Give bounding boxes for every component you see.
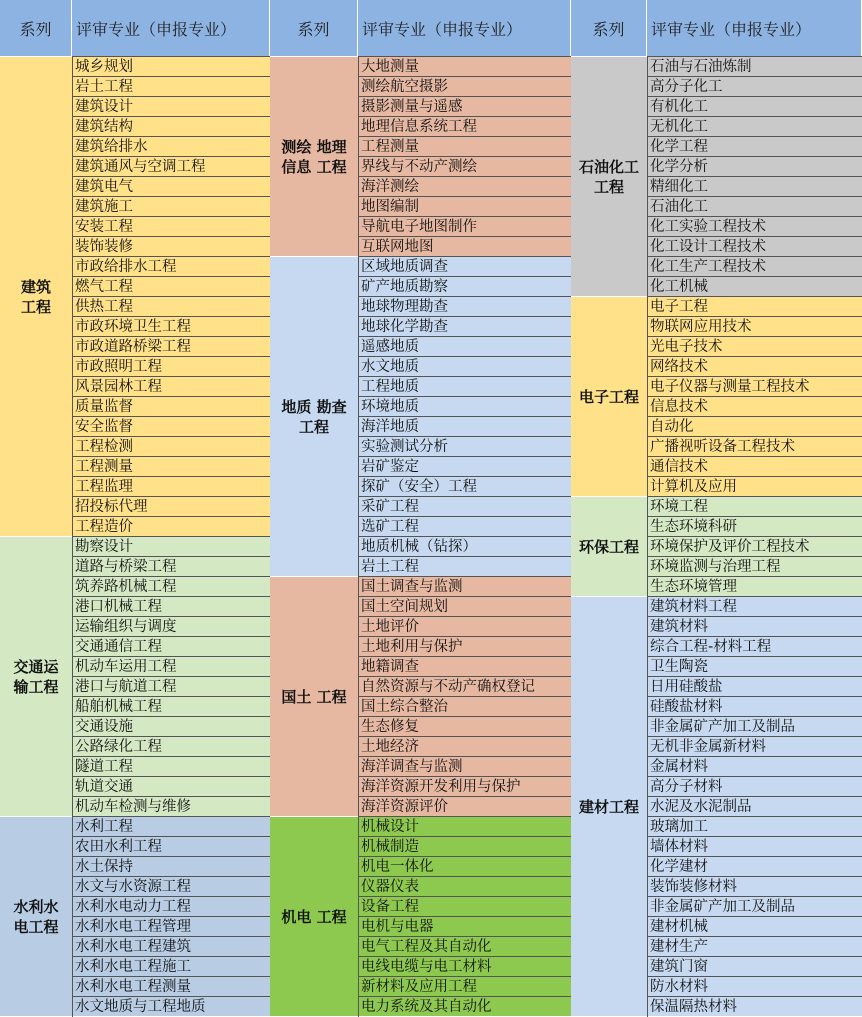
specialty-item: 市政道路桥梁工程 <box>72 336 270 356</box>
specialty-item: 自动化 <box>647 416 862 436</box>
series-group: 石油化工 工程 <box>571 56 647 296</box>
specialty-item: 玻璃加工 <box>647 816 862 836</box>
specialty-item: 装饰装修 <box>72 236 270 256</box>
header-specialty-1: 评审专业（申报专业） <box>72 0 270 56</box>
specialty-item: 工程检测 <box>72 436 270 456</box>
specialty-item: 工程造价 <box>72 516 270 536</box>
specialty-item: 轨道交通 <box>72 776 270 796</box>
specialty-item: 水利水电工程管理 <box>72 916 270 936</box>
series-group: 电子工程 <box>571 296 647 496</box>
specialty-item: 墙体材料 <box>647 836 862 856</box>
specialty-item: 水文地质 <box>358 356 571 376</box>
specialty-item: 国土空间规划 <box>358 596 571 616</box>
specialty-item: 港口与航道工程 <box>72 676 270 696</box>
specialty-item: 综合工程-材料工程 <box>647 636 862 656</box>
specialty-item: 水利工程 <box>72 816 270 836</box>
specialty-item: 生态环境科研 <box>647 516 862 536</box>
specialty-item: 海洋资源开发利用与保护 <box>358 776 571 796</box>
specialty-item: 地理信息系统工程 <box>358 116 571 136</box>
specialty-item: 探矿（安全）工程 <box>358 476 571 496</box>
specialty-item: 装饰装修材料 <box>647 876 862 896</box>
specialty-item: 水利水电工程建筑 <box>72 936 270 956</box>
specialty-item: 界线与不动产测绘 <box>358 156 571 176</box>
specialty-item: 区域地质调查 <box>358 256 571 276</box>
specialty-item: 自然资源与不动产确权登记 <box>358 676 571 696</box>
specialty-item: 物联网应用技术 <box>647 316 862 336</box>
specialty-item: 供热工程 <box>72 296 270 316</box>
specialty-item: 海洋测绘 <box>358 176 571 196</box>
specialty-item: 建筑电气 <box>72 176 270 196</box>
specialty-item: 建材机械 <box>647 916 862 936</box>
specialty-item: 运输组织与调度 <box>72 616 270 636</box>
specialty-item: 安全监督 <box>72 416 270 436</box>
specialty-item: 机械设计 <box>358 816 571 836</box>
column-divider <box>358 56 359 1017</box>
specialty-item: 化工实验工程技术 <box>647 216 862 236</box>
specialty-item: 通信技术 <box>647 456 862 476</box>
specialty-item: 网络技术 <box>647 356 862 376</box>
specialty-item: 地籍调查 <box>358 656 571 676</box>
series-group: 建筑 工程 <box>0 56 72 536</box>
specialty-item: 质量监督 <box>72 396 270 416</box>
series-group: 建材工程 <box>571 596 647 1016</box>
specialty-item: 信息技术 <box>647 396 862 416</box>
specialty-item: 化工机械 <box>647 276 862 296</box>
specialty-item: 城乡规划 <box>72 56 270 76</box>
specialty-item: 招投标代理 <box>72 496 270 516</box>
specialty-item: 土地经济 <box>358 736 571 756</box>
specialty-item: 地图编制 <box>358 196 571 216</box>
specialty-item: 环境监测与治理工程 <box>647 556 862 576</box>
header-specialty-3: 评审专业（申报专业） <box>647 0 862 56</box>
specialty-item: 国土综合整治 <box>358 696 571 716</box>
specialty-item: 机电一体化 <box>358 856 571 876</box>
specialty-item: 矿产地质勘察 <box>358 276 571 296</box>
specialty-item: 导航电子地图制作 <box>358 216 571 236</box>
series-group: 地质 勘查 工程 <box>270 256 358 576</box>
specialty-item: 遥感地质 <box>358 336 571 356</box>
specialty-item: 水利水电工程测量 <box>72 976 270 996</box>
specialty-item: 市政环境卫生工程 <box>72 316 270 336</box>
specialty-item: 工程测量 <box>72 456 270 476</box>
specialty-item: 水利水电动力工程 <box>72 896 270 916</box>
specialty-item: 测绘航空摄影 <box>358 76 571 96</box>
specialty-item: 卫生陶瓷 <box>647 656 862 676</box>
series-group: 测绘 地理 信息 工程 <box>270 56 358 256</box>
specialty-item: 建材生产 <box>647 936 862 956</box>
specialty-item: 机动车运用工程 <box>72 656 270 676</box>
specialty-item: 交通通信工程 <box>72 636 270 656</box>
specialty-item: 化工设计工程技术 <box>647 236 862 256</box>
specialty-item: 农田水利工程 <box>72 836 270 856</box>
specialty-item: 日用硅酸盐 <box>647 676 862 696</box>
specialty-item: 风景园林工程 <box>72 376 270 396</box>
specialty-item: 摄影测量与遥感 <box>358 96 571 116</box>
specialty-item: 高分子材料 <box>647 776 862 796</box>
specialty-item: 大地测量 <box>358 56 571 76</box>
specialty-item: 道路与桥梁工程 <box>72 556 270 576</box>
specialty-item: 石油化工 <box>647 196 862 216</box>
specialty-item: 保温隔热材料 <box>647 996 862 1016</box>
specialty-item: 市政给排水工程 <box>72 256 270 276</box>
specialty-item: 机械制造 <box>358 836 571 856</box>
specialty-item: 地质机械（钻探） <box>358 536 571 556</box>
series-group: 国土 工程 <box>270 576 358 816</box>
specialty-item: 化学建材 <box>647 856 862 876</box>
header-series-1: 系列 <box>0 0 72 56</box>
specialty-item: 电子工程 <box>647 296 862 316</box>
specialty-item: 建筑材料 <box>647 616 862 636</box>
specialty-item: 市政照明工程 <box>72 356 270 376</box>
specialty-item: 设备工程 <box>358 896 571 916</box>
specialty-item: 环境地质 <box>358 396 571 416</box>
specialty-item: 采矿工程 <box>358 496 571 516</box>
specialty-item: 筑养路机械工程 <box>72 576 270 596</box>
specialty-item: 勘察设计 <box>72 536 270 556</box>
specialty-item: 建筑通风与空调工程 <box>72 156 270 176</box>
specialty-item: 公路绿化工程 <box>72 736 270 756</box>
specialty-item: 建筑结构 <box>72 116 270 136</box>
specialty-item: 建筑设计 <box>72 96 270 116</box>
specialty-item: 生态修复 <box>358 716 571 736</box>
specialty-item: 电子仪器与测量工程技术 <box>647 376 862 396</box>
specialty-item: 电气工程及其自动化 <box>358 936 571 956</box>
specialty-item: 光电子技术 <box>647 336 862 356</box>
specialty-item: 交通设施 <box>72 716 270 736</box>
specialty-item: 金属材料 <box>647 756 862 776</box>
specialty-item: 安装工程 <box>72 216 270 236</box>
specialty-item: 岩土工程 <box>72 76 270 96</box>
specialty-item: 海洋地质 <box>358 416 571 436</box>
series-group: 机电 工程 <box>270 816 358 1016</box>
specialty-item: 实验测试分析 <box>358 436 571 456</box>
specialty-item: 工程监理 <box>72 476 270 496</box>
column-divider <box>647 56 648 1017</box>
specialty-item: 机动车检测与维修 <box>72 796 270 816</box>
specialty-item: 海洋资源评价 <box>358 796 571 816</box>
specialty-item: 土地评价 <box>358 616 571 636</box>
specialty-item: 隧道工程 <box>72 756 270 776</box>
specialty-item: 精细化工 <box>647 176 862 196</box>
header-specialty-2: 评审专业（申报专业） <box>358 0 571 56</box>
specialty-item: 水利水电工程施工 <box>72 956 270 976</box>
specialty-item: 地球物理勘查 <box>358 296 571 316</box>
specialty-item: 船舶机械工程 <box>72 696 270 716</box>
specialty-item: 化学分析 <box>647 156 862 176</box>
specialty-item: 地球化学勘查 <box>358 316 571 336</box>
specialty-item: 土地利用与保护 <box>358 636 571 656</box>
series-group: 交通运 输工程 <box>0 536 72 816</box>
specialty-item: 海洋调查与监测 <box>358 756 571 776</box>
specialty-item: 无机化工 <box>647 116 862 136</box>
specialty-item: 水文地质与工程地质 <box>72 996 270 1016</box>
specialty-item: 化工生产工程技术 <box>647 256 862 276</box>
specialty-item: 建筑给排水 <box>72 136 270 156</box>
header-series-3: 系列 <box>571 0 647 56</box>
specialty-item: 岩矿鉴定 <box>358 456 571 476</box>
specialty-item: 电力系统及其自动化 <box>358 996 571 1016</box>
specialty-item: 电线电缆与电工材料 <box>358 956 571 976</box>
specialty-item: 燃气工程 <box>72 276 270 296</box>
specialty-item: 无机非金属新材料 <box>647 736 862 756</box>
specialty-item: 非金属矿产加工及制品 <box>647 896 862 916</box>
specialty-item: 水文与水资源工程 <box>72 876 270 896</box>
specialty-item: 石油与石油炼制 <box>647 56 862 76</box>
specialty-item: 港口机械工程 <box>72 596 270 616</box>
specialty-item: 水泥及水泥制品 <box>647 796 862 816</box>
specialty-item: 工程地质 <box>358 376 571 396</box>
specialty-item: 化学工程 <box>647 136 862 156</box>
specialty-item: 计算机及应用 <box>647 476 862 496</box>
specialty-item: 生态环境管理 <box>647 576 862 596</box>
specialty-item: 新材料及应用工程 <box>358 976 571 996</box>
series-group: 环保工程 <box>571 496 647 596</box>
header-series-2: 系列 <box>270 0 358 56</box>
specialty-item: 硅酸盐材料 <box>647 696 862 716</box>
specialty-item: 有机化工 <box>647 96 862 116</box>
specialty-item: 建筑施工 <box>72 196 270 216</box>
specialty-item: 仪器仪表 <box>358 876 571 896</box>
specialty-item: 工程测量 <box>358 136 571 156</box>
specialty-item: 非金属矿产加工及制品 <box>647 716 862 736</box>
specialty-item: 建筑材料工程 <box>647 596 862 616</box>
specialty-item: 国土调查与监测 <box>358 576 571 596</box>
column-divider <box>72 56 73 1017</box>
specialty-item: 防水材料 <box>647 976 862 996</box>
specialty-item: 环境工程 <box>647 496 862 516</box>
specialty-item: 岩土工程 <box>358 556 571 576</box>
specialty-item: 互联网地图 <box>358 236 571 256</box>
specialty-item: 电机与电器 <box>358 916 571 936</box>
specialty-item: 选矿工程 <box>358 516 571 536</box>
specialty-item: 水土保持 <box>72 856 270 876</box>
specialty-item: 高分子化工 <box>647 76 862 96</box>
series-group: 水利水 电工程 <box>0 816 72 1016</box>
specialty-item: 建筑门窗 <box>647 956 862 976</box>
specialty-item: 环境保护及评价工程技术 <box>647 536 862 556</box>
specialty-item: 广播视听设备工程技术 <box>647 436 862 456</box>
